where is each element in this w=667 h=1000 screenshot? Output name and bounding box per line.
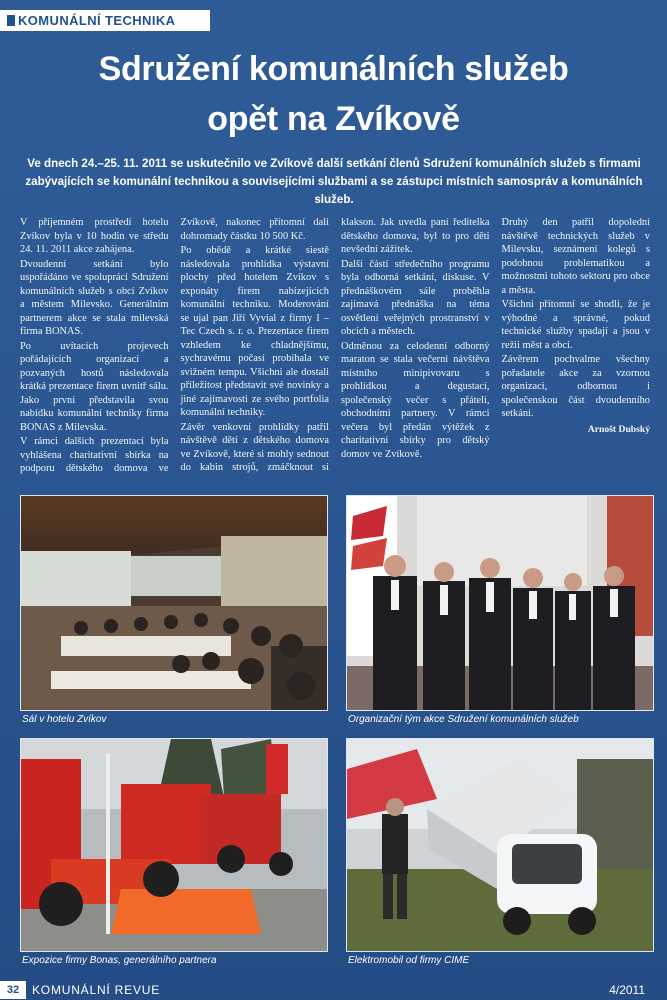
magazine-name: KOMUNÁLNÍ REVUE [32,983,161,997]
article-body [20,216,650,478]
paragraph: Všichni přítomní se shodli, že je výhodné a správné, pokud technické služby spadají a jsou v režii měst a obcí. [501,299,650,351]
title-line-2: opět na Zvíkově [207,100,460,138]
team-photo [346,495,654,711]
photo-caption: Expozice firmy Bonas, generálního partnera [22,955,217,966]
machines-photo [20,738,328,952]
photo-caption: Elektromobil od firmy CIME [348,955,470,966]
page-footer [0,978,667,1000]
issue-number: 4/2011 [609,983,645,997]
paragraph: Další částí středečního programu byla odborná setkání, diskuse. V přednáškovém sále proběhla zajímavá přednáška na téma osvětlení veřejných prostranství v obcích a městech. [341,258,490,337]
paragraph: Po obědě a krátké siestě následovala prohlídka výstavní plochy před hotelem Zvíkov s exponáty firem nabízejících komunální techniku. Moderování se ujal pan Jiří Vyvial z firmy I – Tec Czech s. r. o. Prezentace firem vzhledem ke chladnějšímu, sychravému počasí probíhala ve svižném tempu. Všichni ale dostali příležitost představit své novinky a jiné zajímavosti ze svého portfolia komunální techniky. [180,245,329,418]
photo-caption: Sál v hotelu Zvíkov [22,714,107,725]
paragraph: Závěrem pochvalme všechny pořadatele akce za vzornou organizaci, odbornou i společenskou část dvoudenního setkání. [501,354,650,419]
paragraph: Odměnou za celodenní odborný maraton se stala večerní návštěva místního minipivovaru s prohlídkou a degustací, společenský večer s přáteli, obchodními partnery. V rámci večera byl předán výtěžek z charitativní sbírky pro dětský domov ve Zvíkově. [341,340,490,460]
title-line-1: Sdružení komunálních služeb [98,50,569,88]
electric-vehicle-photo [346,738,654,952]
paragraph: V příjemném prostředí hotelu Zvíkov byla v 10 hodin ve středu 24. 11. 2011 akce zahájena. [20,217,169,255]
page-number: 32 [0,981,26,999]
paragraph: Druhý den patřil dopolední návštěvě technických služeb v Milevsku, seznámení kolegů s podobnou problematikou a možnostmi tohoto sektoru pro obce a města. [501,217,650,296]
hall-photo [20,495,328,711]
paragraph: V rámci dalších prezentací byla vyhlášena charitativní sbírka na podporu dětského domova ve Zvíkově, nakonec přítomní dali dohromady částku 10 500 Kč. [20,217,329,474]
section-tag-label: KOMUNÁLNÍ TECHNIKA [18,13,176,28]
paragraph: Po uvítacích projevech pořádajících organizací a pozvaných hostů následovala krátká prezentace firem uvnitř sálu. Jako první představila svou nabídku komunální techniky firma BONAS z Milevska. [20,340,169,433]
article-title [0,44,667,144]
article-lead: Ve dnech 24.–25. 11. 2011 se uskutečnilo ve Zvíkově další setkání členů Sdružení komunálních služeb s firmami zabývajících se komunální technikou a souvisejícími službami a se zástupci místních samospráv a komunálních služeb. [25,157,643,206]
paragraph: Dvoudenní setkání bylo uspořádáno ve spolupráci Sdružení komunálních služeb s obcí Zvíkov a městem Milevsko. Generálním partnerem akce se stala milevská firma BONAS. [20,258,169,337]
photo-caption: Organizační tým akce Sdružení komunálních služeb [348,714,579,725]
section-tag [0,10,210,31]
paragraph: Závěr venkovní prohlídky patřil návštěvě dětí z dětského domova ve Zvíkově, které si mohly sednout do kabin strojů, zmáčknout si klakson. Jak uvedla paní ředitelka dětského domova, byl to pro děti nevšední zážitek. [180,217,490,473]
article-author: Arnošt Dubský [587,423,650,435]
